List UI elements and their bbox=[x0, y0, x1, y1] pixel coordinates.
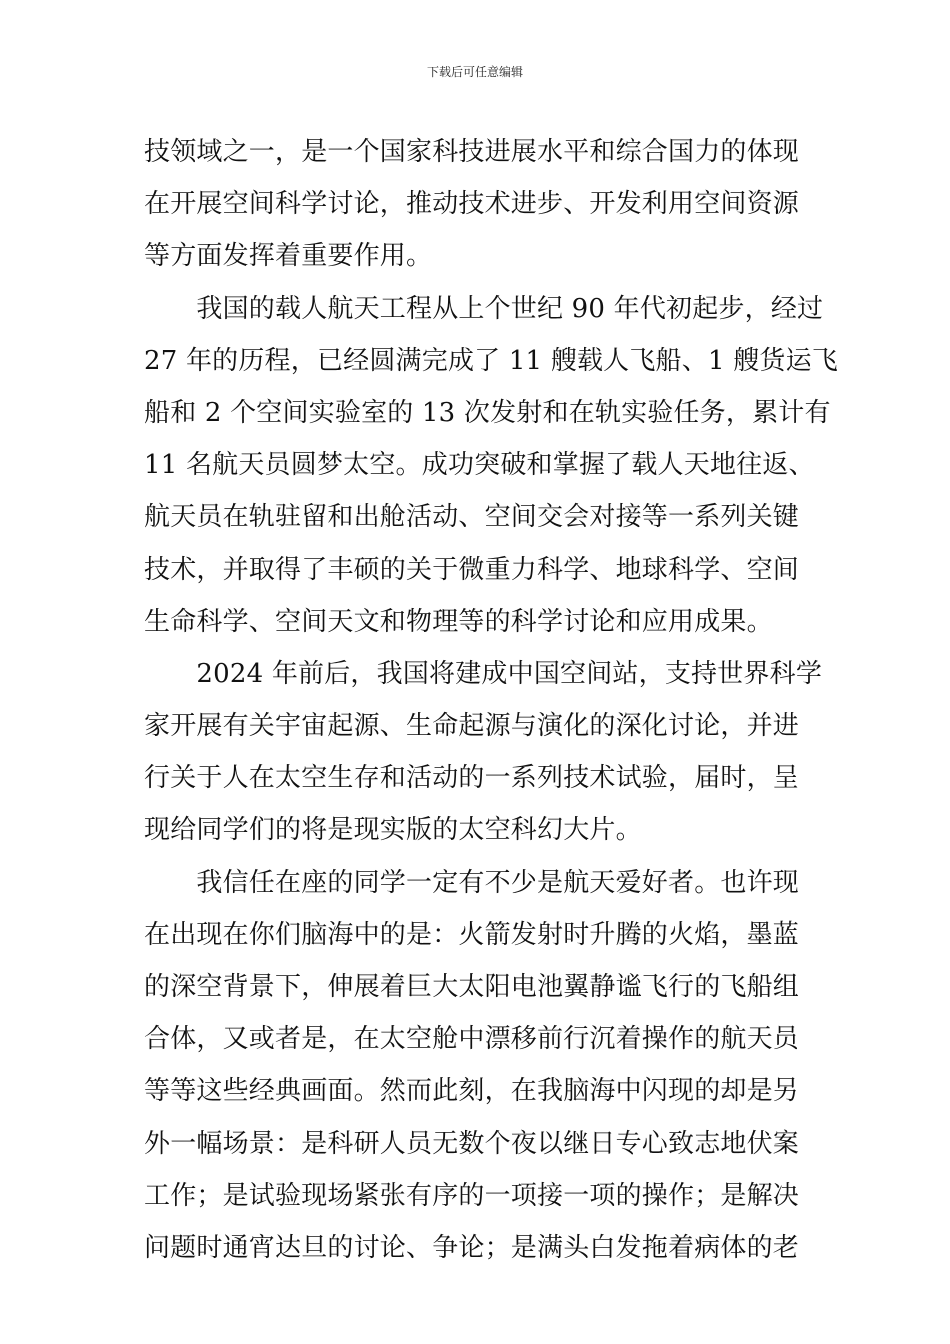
text-line: 外一幅场景：是科研人员无数个夜以继日专心致志地伏案 bbox=[144, 1128, 800, 1159]
text-line: 技术，并取得了丰硕的关于微重力科学、地球科学、空间 bbox=[144, 554, 800, 585]
text-line: 合体，又或者是，在太空舱中漂移前行沉着操作的航天员 bbox=[144, 1024, 800, 1055]
text-line: 在出现在你们脑海中的是：火箭发射时升腾的火焰，墨蓝 bbox=[144, 919, 800, 950]
text-line: 家开展有关宇宙起源、生命起源与演化的深化讨论，并进 bbox=[144, 711, 800, 742]
text-line: 2024 年前后，我国将建成中国空间站，支持世界科学 bbox=[144, 658, 823, 689]
text-line: 现给同学们的将是现实版的太空科幻大片。 bbox=[144, 815, 642, 846]
text-line: 生命科学、空间天文和物理等的科学讨论和应用成果。 bbox=[144, 606, 773, 637]
text-line: 在开展空间科学讨论，推动技术进步、开发利用空间资源 bbox=[144, 189, 800, 220]
text-line: 航天员在轨驻留和出舱活动、空间交会对接等一系列关键 bbox=[144, 502, 800, 533]
text-line: 我国的载人航天工程从上个世纪 90 年代初起步，经过 bbox=[144, 293, 824, 324]
paragraph-4 bbox=[144, 857, 808, 1275]
text-line: 的深空背景下，伸展着巨大太阳电池翼静谧飞行的飞船组 bbox=[144, 972, 800, 1002]
text-line: 11 名航天员圆梦太空。成功突破和掌握了载人天地往返、 bbox=[144, 450, 815, 481]
paragraph-3 bbox=[144, 648, 823, 857]
text-line: 技领域之一，是一个国家科技进展水平和综合国力的体现 bbox=[144, 137, 800, 167]
text-line: 我信任在座的同学一定有不少是航天爱好者。也许现 bbox=[144, 867, 800, 898]
text-line: 27 年的历程，已经圆满完成了 11 艘载人飞船、1 艘货运飞 bbox=[144, 345, 838, 376]
text-line: 等方面发挥着重要作用。 bbox=[144, 241, 433, 272]
text-line: 行关于人在太空生存和活动的一系列技术试验，届时，呈 bbox=[144, 763, 800, 794]
text-line: 船和 2 个空间实验室的 13 次发射和在轨实验任务，累计有 bbox=[144, 397, 831, 428]
page-header: 下载后可任意编辑 bbox=[426, 65, 523, 79]
text-line: 问题时通宵达旦的讨论、争论；是满头白发拖着病体的老 bbox=[144, 1232, 800, 1263]
text-line: 工作；是试验现场紧张有序的一项接一项的操作；是解决 bbox=[144, 1180, 800, 1211]
text-line: 等等这些经典画面。然而此刻，在我脑海中闪现的却是另 bbox=[144, 1076, 800, 1107]
document-body bbox=[144, 126, 838, 1274]
paragraph-1 bbox=[144, 126, 808, 283]
paragraph-2 bbox=[144, 283, 838, 648]
